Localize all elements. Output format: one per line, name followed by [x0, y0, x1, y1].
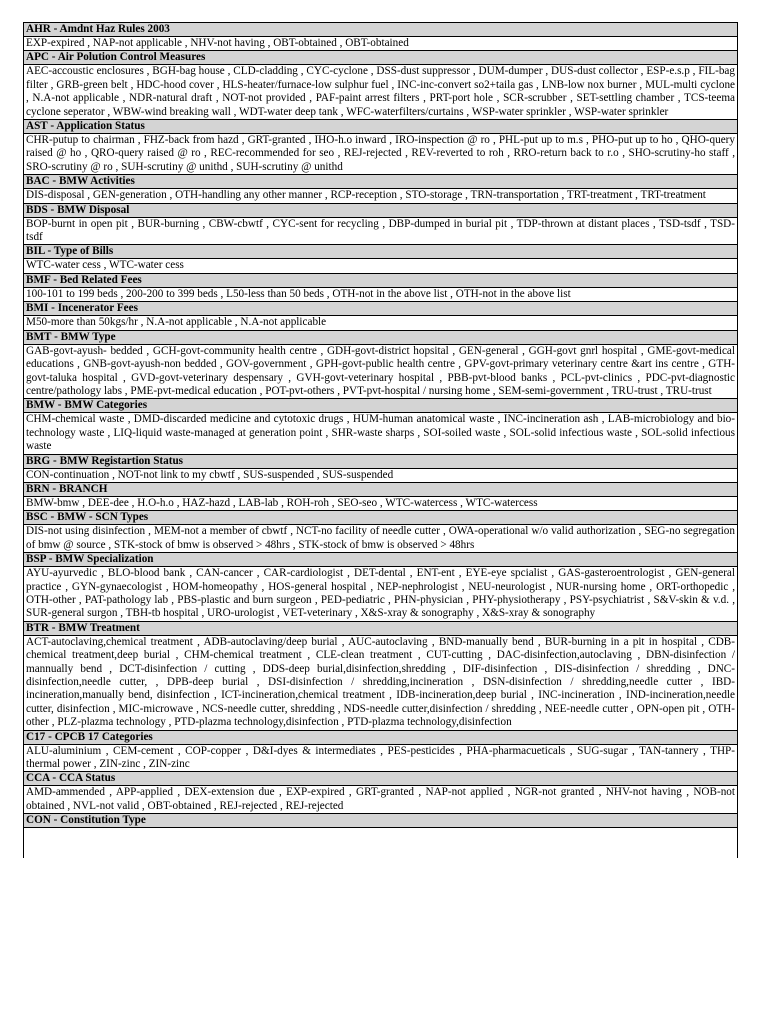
section-body: WTC-water cess , WTC-water cess — [24, 259, 737, 273]
section-header: AHR - Amdnt Haz Rules 2003 — [24, 23, 737, 37]
section-body: AEC-accoustic enclosures , BGH-bag house , CLD-cladding , CYC-cyclone , DSS-dust suppressor , DUM-dumper , DUS-dust collector , ESP-e.s.p , FIL-bag filter , GRB-green belt , HDC-hood cover , HLS-heater/furnace-low sulphur fuel , INC-inc-convert so2+taila gas , LNB-low nox burner , MUL-multi cyclone , N.A-not applicable , NDR-natural draft , NOT-not provided , PAF-paint arrest filters , PRT-port hole , SCR-scrubber , SET-settling chamber , TCS-teema cyclone seperator , WBW-wind breaking wall , WDT-water deep tank , WFC-waterfilters/curtains , WSP-water sprinkler , WSP-water sprinkler — [24, 65, 737, 120]
section-header: BSC - BMW - SCN Types — [24, 511, 737, 525]
section-header: BIL - Type of Bills — [24, 245, 737, 259]
section-header: BMW - BMW Categories — [24, 399, 737, 413]
section-header: BAC - BMW Activities — [24, 175, 737, 189]
section-body: DIS-not using disinfection , MEM-not a member of cbwtf , NCT-no facility of needle cutter , OWA-operational w/o valid authorization , SEG-no segregation of bmw @ source , STK-stock of bmw is observed > 48hrs , STK-stock of bmw is observed > 48hrs — [24, 525, 737, 553]
section-header: CCA - CCA Status — [24, 772, 737, 786]
section-body: AMD-ammended , APP-applied , DEX-extension due , EXP-expired , GRT-granted , NAP-not applied , NGR-not granted , NHV-not having , NOB-not obtained , NVL-not valid , OBT-obtained , REJ-rejected , REJ-rejected — [24, 786, 737, 814]
section-header: CON - Constitution Type — [24, 814, 737, 828]
section-body: 100-101 to 199 beds , 200-200 to 399 beds , L50-less than 50 beds , OTH-not in the above list , OTH-not in the above list — [24, 288, 737, 302]
section-body: BMW-bmw , DEE-dee , H.O-h.o , HAZ-hazd , LAB-lab , ROH-roh , SEO-seo , WTC-watercess , WTC-watercess — [24, 497, 737, 511]
section-body — [24, 828, 737, 858]
section-body: CON-continuation , NOT-not link to my cbwtf , SUS-suspended , SUS-suspended — [24, 469, 737, 483]
section-body: GAB-govt-ayush- bedded , GCH-govt-community health centre , GDH-govt-district hopsital , GEN-general , GGH-govt gnrl hospital , GME-govt-medical educations , GNB-govt-ayush-non bedded , GOV-government , GPH-govt-public health centre , GPV-govt-primary veterinary centre &art ins centre , GTH-govt-taluka hospital , GVD-govt-veterinary despensary , GVH-govt-veterinary hospital , PBB-pvt-blood banks , PCL-pvt-clinics , PDC-pvt-diagnostic centre/pathology labs , PME-pvt-medical education , POT-pvt-others , PVT-pvt-hospital / nursing home , SEM-semi-government , TRU-trust , TRU-trust — [24, 345, 737, 400]
section-body: ALU-aluminium , CEM-cement , COP-copper , D&I-dyes & intermediates , PES-pesticides , PHA-pharmacueticals , SUG-sugar , TAN-tannery , THP-thermal power , ZIN-zinc , ZIN-zinc — [24, 745, 737, 773]
section-header: AST - Application Status — [24, 120, 737, 134]
section-header: BMF - Bed Related Fees — [24, 274, 737, 288]
section-body: BOP-burnt in open pit , BUR-burning , CBW-cbwtf , CYC-sent for recycling , DBP-dumped in burial pit , TDP-thrown at distant places , TSD-tsdf , TSD-tsdf — [24, 218, 737, 246]
section-header: BMI - Incenerator Fees — [24, 302, 737, 316]
section-header: BRG - BMW Registartion Status — [24, 455, 737, 469]
section-body: CHM-chemical waste , DMD-discarded medicine and cytotoxic drugs , HUM-human anatomical waste , INC-incineration ash , LAB-microbiology and bio-technology waste , LIQ-liquid waste-managed at generation point , SHR-waste sharps , SOI-soiled waste , SOL-solid infectious waste , SOL-solid infectious waste — [24, 413, 737, 454]
section-body: M50-more than 50kgs/hr , N.A-not applicable , N.A-not applicable — [24, 316, 737, 330]
section-header: C17 - CPCB 17 Categories — [24, 731, 737, 745]
section-body: DIS-disposal , GEN-generation , OTH-handling any other manner , RCP-reception , STO-storage , TRN-transportation , TRT-treatment , TRT-treatment — [24, 189, 737, 203]
section-header: BSP - BMW Specialization — [24, 553, 737, 567]
section-header: BDS - BMW Disposal — [24, 204, 737, 218]
section-header: APC - Air Polution Control Measures — [24, 51, 737, 65]
code-table — [23, 22, 738, 858]
section-body: EXP-expired , NAP-not applicable , NHV-not having , OBT-obtained , OBT-obtained — [24, 37, 737, 51]
section-header: BRN - BRANCH — [24, 483, 737, 497]
section-header: BTR - BMW Treatment — [24, 622, 737, 636]
section-header: BMT - BMW Type — [24, 331, 737, 345]
section-body: CHR-putup to chairman , FHZ-back from hazd , GRT-granted , IHO-h.o inward , IRO-inspection @ ro , PHL-put up to m.s , PHO-put up to ho , QHO-query raised @ ho , QRO-query raised @ ro , REC-recommended for seo , REJ-rejected , REV-reverted to roh , RRO-return back to r.o , SHO-scrutiny-ho staff , SRO-scrutiny @ ro , SUH-scrutiny @ unithd , SUH-scrutiny @ unithd — [24, 134, 737, 175]
section-body: ACT-autoclaving,chemical treatment , ADB-autoclaving/deep burial , AUC-autoclaving , BND-manually bend , BUR-burning in a pit in hospital , CDB-chemical treatment,deep burial , CHM-chemical treatment , CLE-clean treatment , CUT-cutting , DAC-disinfection,autoclaving , DBN-disinfection / mannually bend , DCT-disinfection / cutting , DDS-deep burial,disinfection,shredding , DIF-disinfection , DIS-disinfection / shredding , DNC-disinfection,needle cutter, , DPB-deep burial , DSI-disinfection / shredding,incineration , DSN-disinfection / shredding,needle cutter , IBD-incineration,manually bend, disinfection , ICT-incineration,chemical treatment , IDB-incineration,deep burial , INC-incineration , IND-incineration,needle cutter, disinfection , MIC-microwave , NCS-needle cutter, shredding , NDS-needle cutter,disinfection / shredding , NEE-needle cutter , OPN-open pit , OTH-other , PLZ-plazma technology , PTD-plazma technology,disinfection , PTD-plazma technology,disinfection — [24, 636, 737, 731]
section-body: AYU-ayurvedic , BLO-blood bank , CAN-cancer , CAR-cardiologist , DET-dental , ENT-ent , EYE-eye spcialist , GAS-gasteroentrologist , GEN-general practice , GYN-gynaecologist , HOM-homeopathy , HOS-general hospital , NEP-nephrologist , NEU-neurologist , NUR-nursing home , ORT-orthopedic , OTH-other , PAT-pathology lab , PBS-plastic and burn surgeon , PED-pediatric , PHN-physician , PHY-physiotherapy , PSY-psychiatrist , S&V-skin & v.d. , SUR-general surgon , TBH-tb hospital , URO-urologist , VET-veterinary , X&S-xray & sonography , X&S-xray & sonography — [24, 567, 737, 622]
